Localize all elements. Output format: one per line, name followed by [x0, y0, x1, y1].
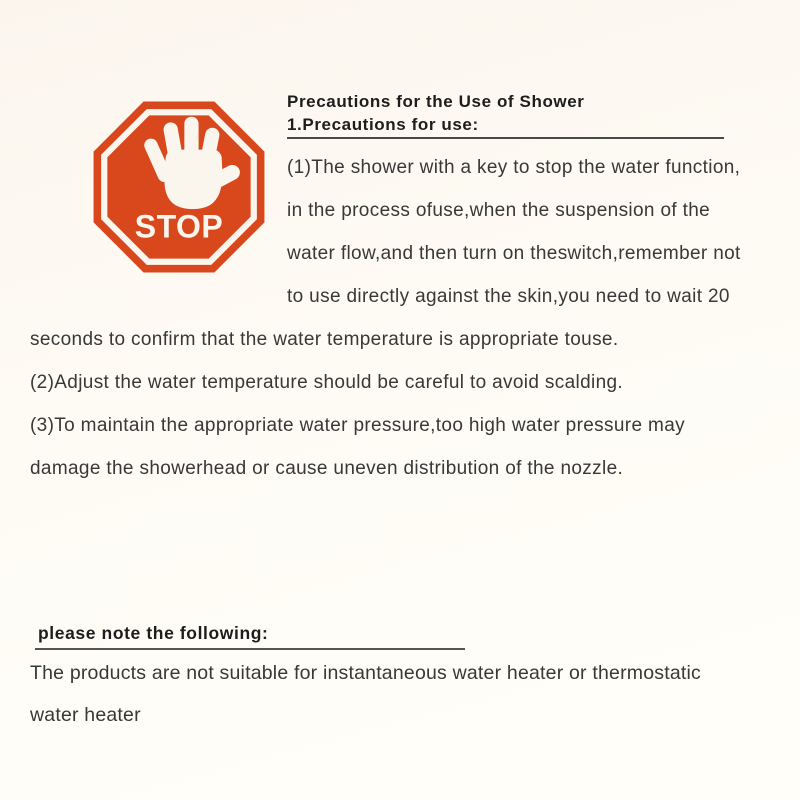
precaution-line: seconds to confirm that the water temperature is appropriate touse.	[30, 329, 619, 350]
precaution-line: water flow,and then turn on theswitch,remember not	[287, 243, 741, 264]
page-title: Precautions for the Use of Shower	[287, 92, 585, 111]
precaution-line: damage the showerhead or cause uneven distribution of the nozzle.	[30, 458, 624, 479]
note-line: water heater	[30, 704, 141, 726]
note-text	[30, 652, 790, 736]
precautions-text	[30, 146, 785, 490]
precaution-line: (2)Adjust the water temperature should be careful to avoid scalding.	[30, 372, 624, 393]
header-underline	[287, 137, 724, 139]
precaution-line: (3)To maintain the appropriate water pressure,too high water pressure may	[30, 415, 685, 436]
precaution-line: in the process ofuse,when the suspension of the	[287, 200, 711, 221]
section-header	[287, 90, 767, 136]
note-underline	[35, 648, 465, 650]
note-line: The products are not suitable for instantaneous water heater or thermostatic	[30, 662, 701, 684]
stop-sign-label: STOP	[134, 208, 224, 245]
precaution-line: (1)The shower with a key to stop the water function,	[287, 157, 741, 178]
note-heading: please note the following:	[38, 623, 269, 643]
precaution-line: to use directly against the skin,you need to wait 20	[287, 286, 730, 307]
section-title: 1.Precautions for use:	[287, 115, 479, 134]
